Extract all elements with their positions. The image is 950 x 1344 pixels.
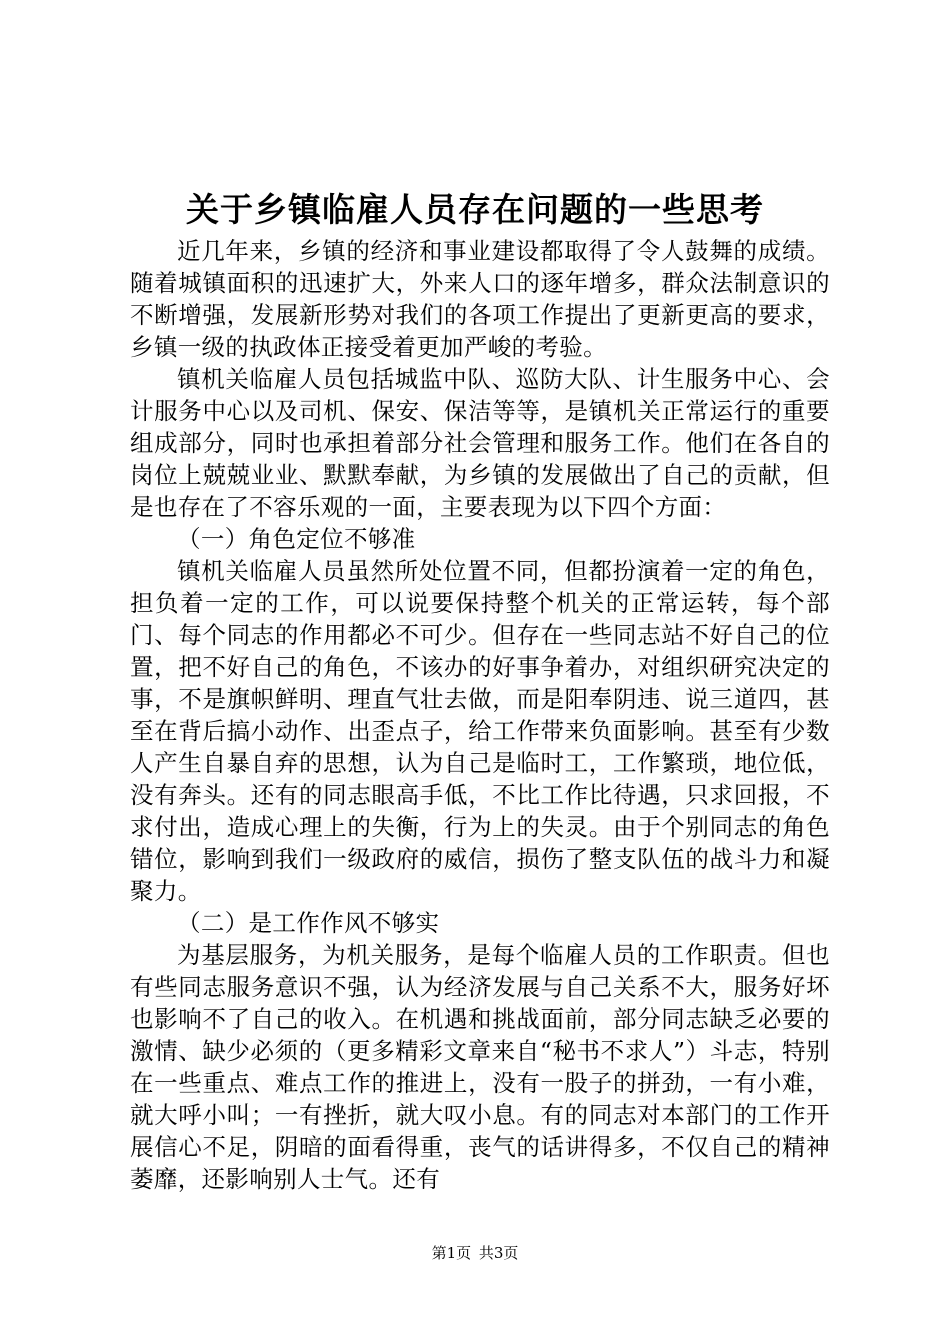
intro-paragraph: 近几年来，乡镇的经济和事业建设都取得了令人鼓舞的成绩。随着城镇面积的迅速扩大，外来人口的逐年增多，群众法制意识的不断增强，发展新形势对我们的各项工作提出了更新更高的要求，乡镇一级的执政体正接受着更加严峻的考验。 [130, 237, 830, 361]
page-footer: 第1页 共3页 [431, 1244, 519, 1262]
section-heading-1: （一）角色定位不够准 [177, 525, 416, 553]
section-heading-2: （二）是工作作风不够实 [177, 909, 440, 937]
document-body [130, 235, 830, 1195]
document-title: 关于乡镇临雇人员存在问题的一些思考 [186, 190, 764, 229]
overview-paragraph: 镇机关临雇人员包括城监中队、巡防大队、计生服务中心、会计服务中心以及司机、保安、保洁等等，是镇机关正常运行的重要组成部分，同时也承担着部分社会管理和服务工作。他们在各自的岗位上兢兢业业、默默奉献，为乡镇的发展做出了自己的贡献，但是也存在了不容乐观的一面，主要表现为以下四个方面： [130, 365, 830, 521]
section-paragraph-1: 镇机关临雇人员虽然所处位置不同，但都扮演着一定的角色，担负着一定的工作，可以说要保持整个机关的正常运转，每个部门、每个同志的作用都必不可少。但存在一些同志站不好自己的位置，把不好自己的角色，不该办的好事争着办，对组织研究决定的事，不是旗帜鲜明、理直气壮去做，而是阳奉阴违、说三道四，甚至在背后搞小动作、出歪点子，给工作带来负面影响。甚至有少数人产生自暴自弃的思想，认为自己是临时工，工作繁琐，地位低，没有奔头。还有的同志眼高手低，不比工作比待遇，只求回报，不求付出，造成心理上的失衡，行为上的失灵。由于个别同志的角色错位，影响到我们一级政府的威信，损伤了整支队伍的战斗力和凝聚力。 [130, 557, 830, 905]
section-paragraph-2: 为基层服务，为机关服务，是每个临雇人员的工作职责。但也有些同志服务意识不强，认为经济发展与自己关系不大，服务好坏也影响不了自己的收入。在机遇和挑战面前，部分同志缺乏必要的激情、缺少必须的（更多精彩文章来自“秘书不求人”）斗志，特别在一些重点、难点工作的推进上，没有一股子的拼劲，一有小难，就大呼小叫；一有挫折，就大叹小息。有的同志对本部门的工作开展信心不足，阴暗的面看得重，丧气的话讲得多，不仅自己的精神萎靡，还影响别人士气。还有 [130, 941, 830, 1193]
